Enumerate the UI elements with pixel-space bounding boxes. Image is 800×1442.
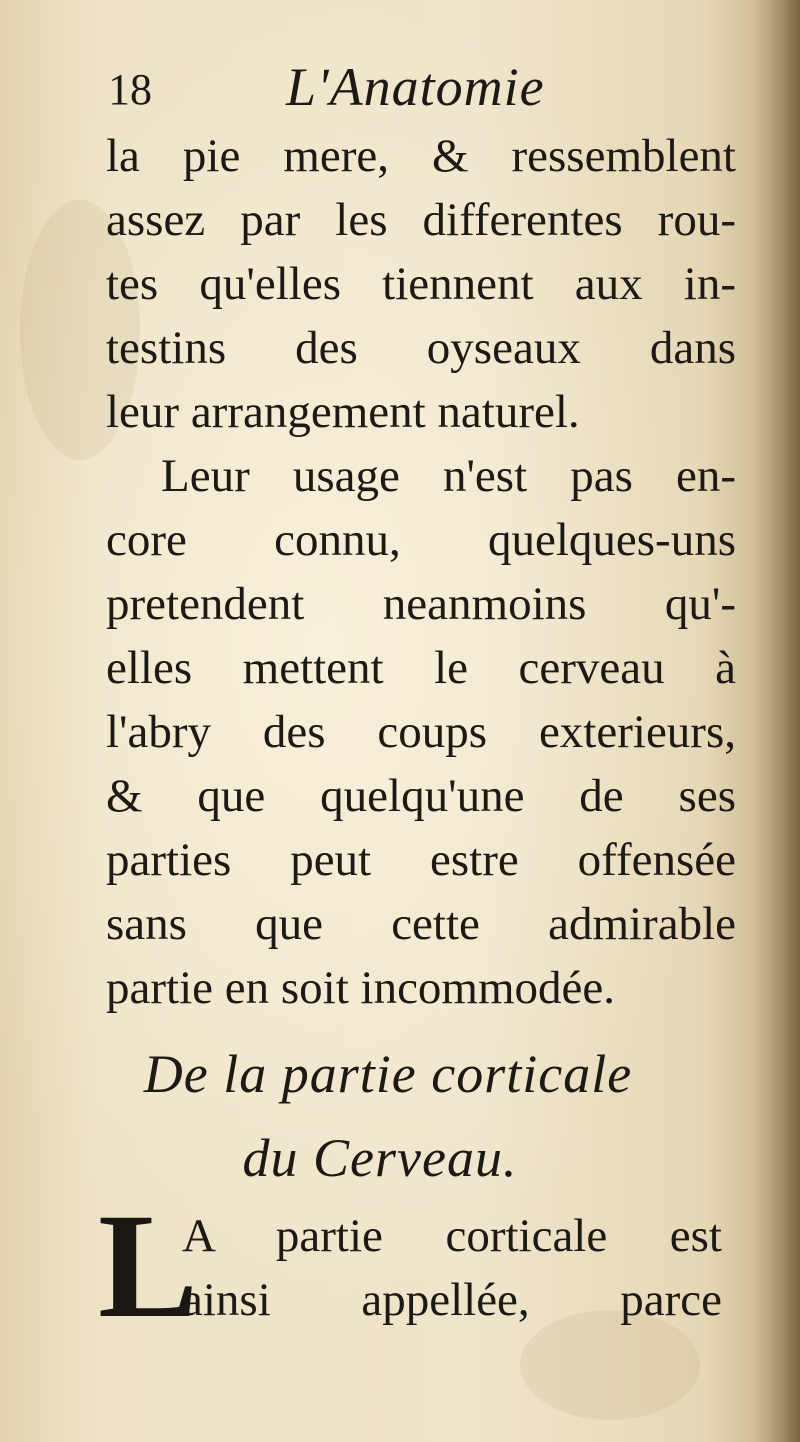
text-line: la pie mere, & ressemblent	[106, 130, 736, 182]
text-line: A partie corticale est	[182, 1210, 722, 1262]
text-line: ainsi appellée, parce	[182, 1274, 722, 1326]
section-heading: De la partie corticale	[143, 1044, 633, 1104]
drop-cap-lines	[182, 1204, 722, 1332]
page-gutter	[752, 0, 800, 1442]
text-line: pretendent neanmoins qu'-	[106, 578, 736, 630]
text-line: leur arrangement naturel.	[106, 386, 580, 438]
text-line: parties peut estre offensée	[106, 834, 736, 886]
text-line: tes qu'elles tiennent aux in-	[106, 258, 736, 310]
section-heading-continued: du Cerveau.	[242, 1128, 518, 1188]
text-line: Leur usage n'est pas en-	[161, 450, 736, 502]
text-line: assez par les differentes rou-	[106, 194, 736, 246]
running-title: L'Anatomie	[286, 57, 545, 117]
body-text	[106, 124, 736, 1020]
text-line: testins des oyseaux dans	[106, 322, 736, 374]
text-line: sans que cette admirable	[106, 898, 736, 950]
running-head	[108, 57, 708, 120]
text-line: partie en soit incommodée.	[106, 962, 616, 1014]
page-number: 18	[108, 65, 152, 114]
text-line: l'abry des coups exterieurs,	[106, 706, 736, 758]
text-line: core connu, quelques-uns	[106, 514, 736, 566]
drop-cap: L	[98, 1183, 199, 1349]
text-line: & que quelqu'une de ses	[106, 770, 736, 822]
text-line: elles mettent le cerveau à	[106, 642, 736, 694]
opening-paragraph	[98, 1183, 738, 1349]
